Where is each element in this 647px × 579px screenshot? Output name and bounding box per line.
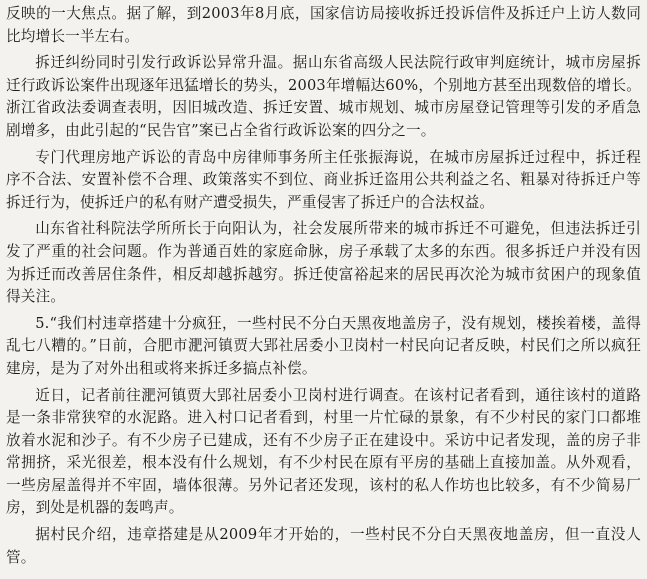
paragraph-1: 反映的一大焦点。据了解，到2003年8月底，国家信访局接收拆迁投诉信件及拆迁户上访人数同比均增长一半左右。 <box>6 5 641 45</box>
paragraph-6: 近日，记者前往淝河镇贾大郢社居委小卫岗村进行调查。在该村记者看到，通往该村的道路是一条非常狭窄的水泥路。进入村口记者看到，村里一片忙碌的景象，有不少村民的家门口都堆放着水泥和沙子。有不少房子已建成，还有不少房子正在建设中。采访中记者发现，盖的房子非常拥挤，采光很差，根本没有什么规划，有不少村民在原有平房的基础上直接加盖。从外观看，一些房屋盖得并不牢固，墙体很薄。另外记者还发现，该村的私人作坊也比较多，有不少简易厂房，到处是机器的轰鸣声。 <box>6 386 641 517</box>
paragraph-7: 据村民介绍，违章搭建是从2009年才开始的，一些村民不分白天黑夜地盖房，但一直没人管。 <box>6 526 641 566</box>
paragraph-5: 5.“我们村违章搭建十分疯狂，一些村民不分白天黑夜地盖房子，没有规划，楼挨着楼，盖得乱七八糟的。”日前，合肥市淝河镇贾大郢社居委小卫岗村一村民向记者反映，村民们之所以疯狂建房，是为了对外出租或将来拆迁多搞点补偿。 <box>6 314 641 377</box>
paragraph-2: 拆迁纠纷同时引发行政诉讼异常升温。据山东省高级人民法院行政审判庭统计，城市房屋拆迁行政诉讼案件出现逐年迅猛增长的势头，2003年增幅达60%，个别地方甚至出现数倍的增长。浙江省政法委调查表明，因旧城改造、拆迁安置、城市规划、城市房屋登记管理等引发的矛盾急剧增多，由此引起的“民告官”案已占全省行政诉讼案的四分之一。 <box>6 54 641 139</box>
paragraph-4: 山东省社科院法学所所长于向阳认为，社会发展所带来的城市拆迁不可避免，但违法拆迁引发了严重的社会问题。作为普通百姓的家庭命脉，房子承载了太多的东西。很多拆迁户并没有因为拆迁而改善居住条件，相反却越拆越穷。拆迁使富裕起来的居民再次沦为城市贫困户的现象值得关注。 <box>6 220 641 306</box>
paragraph-3: 专门代理房地产诉讼的青岛中房律师事务所主任张振海说，在城市房屋拆迁过程中，拆迁程序不合法、安置补偿不合理、政策落实不到位、商业拆迁盗用公共利益之名、粗暴对待拆迁户等拆迁行为，使拆迁户的私有财产遭受损失，严重侵害了拆迁户的合法权益。 <box>6 148 641 211</box>
